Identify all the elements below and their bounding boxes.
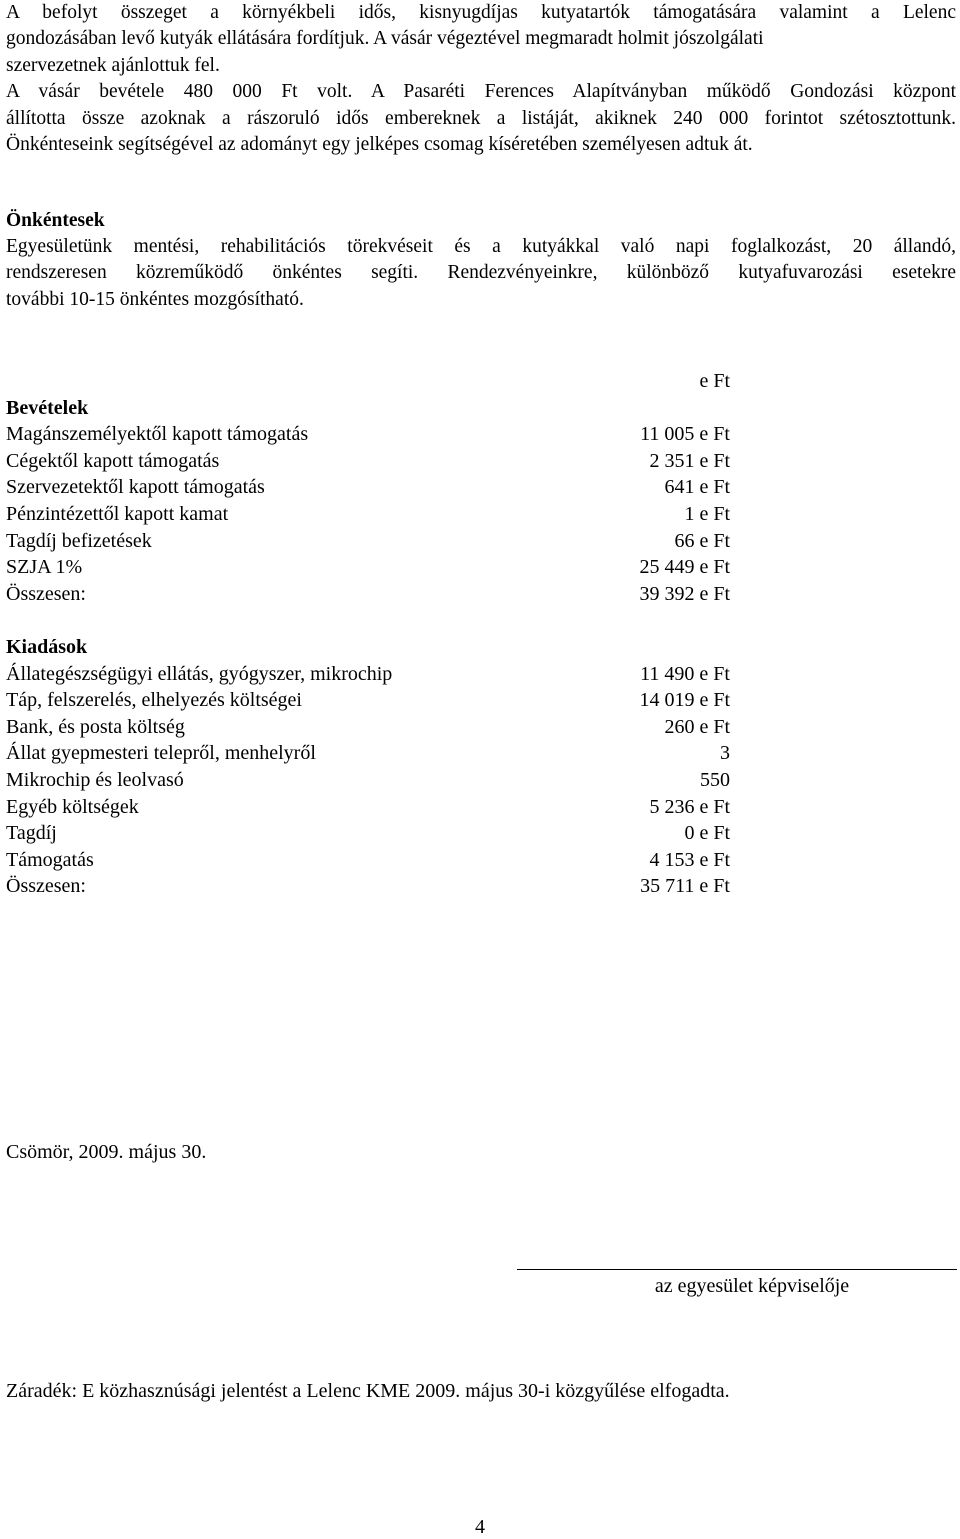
intro-line: állította össze azoknak a rászoruló idős embereknek a listáját, akiknek 240 000 forintot szétosztottunk. xyxy=(6,107,956,129)
row-label: Cégektől kapott támogatás xyxy=(6,449,220,472)
row-label: SZJA 1% xyxy=(6,556,83,579)
row-value: 14 019 e Ft xyxy=(639,689,730,712)
row-value: 3 xyxy=(720,742,730,765)
unit-label: e Ft xyxy=(699,370,730,392)
row-label: Pénzintézettől kapott kamat xyxy=(6,502,229,525)
row-value: 550 xyxy=(700,768,730,791)
row-value: 25 449 e Ft xyxy=(639,556,730,579)
volunteers-line: további 10-15 önkéntes mozgósítható. xyxy=(6,288,304,310)
place-date: Csömör, 2009. május 30. xyxy=(6,1141,207,1163)
row-value: 5 236 e Ft xyxy=(649,795,730,818)
intro-line: Önkénteseink segítségével az adományt egy jelképes csomag kíséretében személyesen adtuk át. xyxy=(6,134,753,156)
expense-row xyxy=(6,714,730,741)
row-value: 0 e Ft xyxy=(684,822,730,845)
intro-line: A vásár bevétele 480 000 Ft volt. A Pasaréti Ferences Alapítványban működő Gondozási központ xyxy=(6,81,956,103)
income-total-row xyxy=(6,581,730,608)
row-label: Összesen: xyxy=(6,582,86,605)
expense-total-row xyxy=(6,873,730,900)
row-label: Tagdíj befizetések xyxy=(6,529,152,552)
expense-row xyxy=(6,820,730,847)
intro-line: gondozásában levő kutyák ellátására fordítjuk. A vásár végeztével megmaradt holmit jószolgálati xyxy=(6,28,764,50)
section-gap xyxy=(6,607,730,634)
row-value: 11 490 e Ft xyxy=(640,662,730,685)
row-label: Mikrochip és leolvasó xyxy=(6,768,184,791)
row-label: Szervezetektől kapott támogatás xyxy=(6,476,265,499)
row-value: 4 153 e Ft xyxy=(649,848,730,871)
row-label: Magánszemélyektől kapott támogatás xyxy=(6,423,309,446)
intro-paragraph xyxy=(6,0,956,158)
volunteers-heading: Önkéntesek xyxy=(6,210,105,231)
page-number: 4 xyxy=(475,1516,485,1538)
signature-line xyxy=(517,1269,957,1299)
income-row xyxy=(6,501,730,528)
expense-row xyxy=(6,687,730,714)
row-label: Összesen: xyxy=(6,875,86,898)
row-value: 2 351 e Ft xyxy=(649,449,730,472)
row-label: Táp, felszerelés, elhelyezés költségei xyxy=(6,689,302,712)
row-label: Tagdíj xyxy=(6,822,57,845)
income-row xyxy=(6,474,730,501)
row-label: Támogatás xyxy=(6,848,94,871)
row-label: Bank, és posta költség xyxy=(6,715,185,738)
income-heading: Bevételek xyxy=(6,396,89,419)
row-value: 66 e Ft xyxy=(674,529,730,552)
row-label: Állategészségügyi ellátás, gyógyszer, mikrochip xyxy=(6,662,393,685)
row-label: Állat gyepmesteri telepről, menhelyről xyxy=(6,742,316,765)
income-row xyxy=(6,528,730,555)
volunteers-paragraph xyxy=(6,234,956,313)
volunteers-line: rendszeresen közreműködő önkéntes segíti. Rendezvényeinkre, különböző kutyafuvarozási esetekre xyxy=(6,262,956,284)
income-row xyxy=(6,421,730,448)
row-value: 641 e Ft xyxy=(664,476,730,499)
expense-row xyxy=(6,740,730,767)
expense-row xyxy=(6,794,730,821)
row-value: 1 e Ft xyxy=(684,502,730,525)
income-row xyxy=(6,448,730,475)
clause-text: Záradék: E közhasznúsági jelentést a Lelenc KME 2009. május 30-i közgyűlése elfogadta. xyxy=(6,1380,730,1402)
row-value: 35 711 e Ft xyxy=(640,875,730,898)
intro-line: A befolyt összeget a környékbeli idős, kisnyugdíjas kutyatartók támogatására valamint a Lelenc xyxy=(6,2,956,23)
row-value: 260 e Ft xyxy=(664,715,730,738)
financial-statement xyxy=(6,368,730,900)
row-value: 11 005 e Ft xyxy=(640,423,730,446)
row-label: Egyéb költségek xyxy=(6,795,139,818)
expense-row xyxy=(6,847,730,874)
signature-label: az egyesület képviselője xyxy=(654,1275,850,1297)
row-value: 39 392 e Ft xyxy=(639,582,730,605)
expenses-heading: Kiadások xyxy=(6,635,88,658)
volunteers-line: Egyesületünk mentési, rehabilitációs törekvéseit és a kutyákkal való napi foglalkozást, 20 állandó, xyxy=(6,236,956,257)
expense-row xyxy=(6,767,730,794)
expense-row xyxy=(6,661,730,688)
income-row xyxy=(6,554,730,581)
intro-line: szervezetnek ajánlottuk fel. xyxy=(6,54,220,76)
